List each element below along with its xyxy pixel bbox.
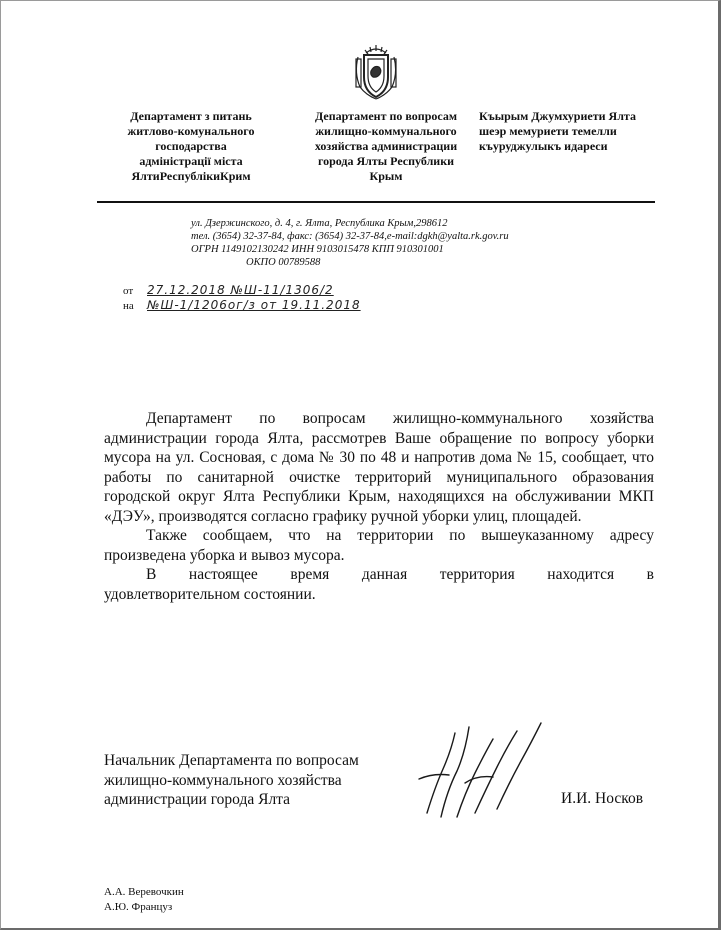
dept-ua-line: адміністрації міста [139,154,243,168]
phone-line: тел. (3654) 32-37-84, факс: (3654) 32-37-84,e-mail:dgkh@yalta.rk.gov.ru [191,231,509,242]
incoming-number: №Ш-1/1206ог/з от 19.11.2018 [147,298,361,312]
signer-position-line: Начальник Департамента по вопросам [104,752,359,769]
body-paragraph: Также сообщаем, что на территории по вышеуказанному адресу произведена уборка и вывоз мусора. [104,527,654,564]
body-word: время [290,566,330,583]
dept-cr-line: Къырым Джумхуриети Ялта [479,109,636,123]
dept-ru-line: города Ялты Республики [317,154,455,168]
incoming-reference [123,298,361,312]
executor-name: А.Ю. Француз [104,901,173,913]
dept-ua-line: господарства [155,139,227,153]
dept-ru-line: Департамент по вопросам [314,109,458,123]
outgoing-number: 27.12.2018 №Ш-11/1306/2 [147,283,334,297]
department-name-ukrainian [96,109,286,184]
dept-ru-line: жилищно-коммунального [315,124,457,138]
signer-position [104,751,359,810]
from-label: от [123,285,134,297]
executor-name: А.А. Веревочкин [104,886,184,898]
signer-name: И.И. Носков [561,790,644,807]
dept-ua-line: ЯлтиРеспублікиКрим [131,169,251,183]
outgoing-reference [123,283,334,297]
contact-block [191,217,509,269]
dept-ua-line: житлово-комунального [127,124,255,138]
address-line: ул. Дзержинского, д. 4, г. Ялта, Республика Крым,298612 [191,218,448,229]
handwritten-signature [413,717,553,827]
header-divider [97,201,655,203]
okpo-line: ОКПО 00789588 [246,257,321,268]
body-word: в [646,566,654,583]
crimea-coat-of-arms-icon [344,43,408,101]
body-word: настоящее [188,566,258,583]
signer-position-line: жилищно-коммунального хозяйства [104,771,342,789]
registration-ids-line: ОГРН 1149102130242 ИНН 9103015478 КПП 910301001 [191,244,444,255]
dept-cr-line: къуруджулыкъ идареси [479,139,608,153]
body-paragraph-justified-line [104,565,654,585]
department-name-russian [301,109,471,184]
body-word: территория [439,566,515,583]
body-word: В [146,566,157,583]
executors-block [104,885,184,915]
letter-body [104,409,654,604]
signer-position-line: администрации города Ялта [104,791,291,808]
body-word: данная [361,566,408,583]
department-name-crimean-tatar [479,109,664,154]
to-label: на [123,300,134,312]
dept-ru-line: Крым [369,169,403,183]
dept-ru-line: хозяйства администрации [314,139,458,153]
body-paragraph-end: удовлетворительном состоянии. [104,585,316,603]
dept-ua-line: Департамент з питань [130,109,252,123]
body-paragraph: Департамент по вопросам жилищно-коммунального хозяйства администрации города Ялта, рассмотрев Ваше обращение по вопросу уборки мусора на ул. Сосновая, с дома № 30 по 48 и напротив дома № 15, сообщает, что работы по санитарной очистке территорий муниципального образования городской округ Ялта Республики Крым, находящихся на обслуживании МКП «ДЭУ», производятся согласно графику ручной уборки улиц, площадей. [104,410,654,525]
dept-cr-line: шеэр мемуриети темелли [479,124,617,138]
body-word: находится [547,566,615,583]
